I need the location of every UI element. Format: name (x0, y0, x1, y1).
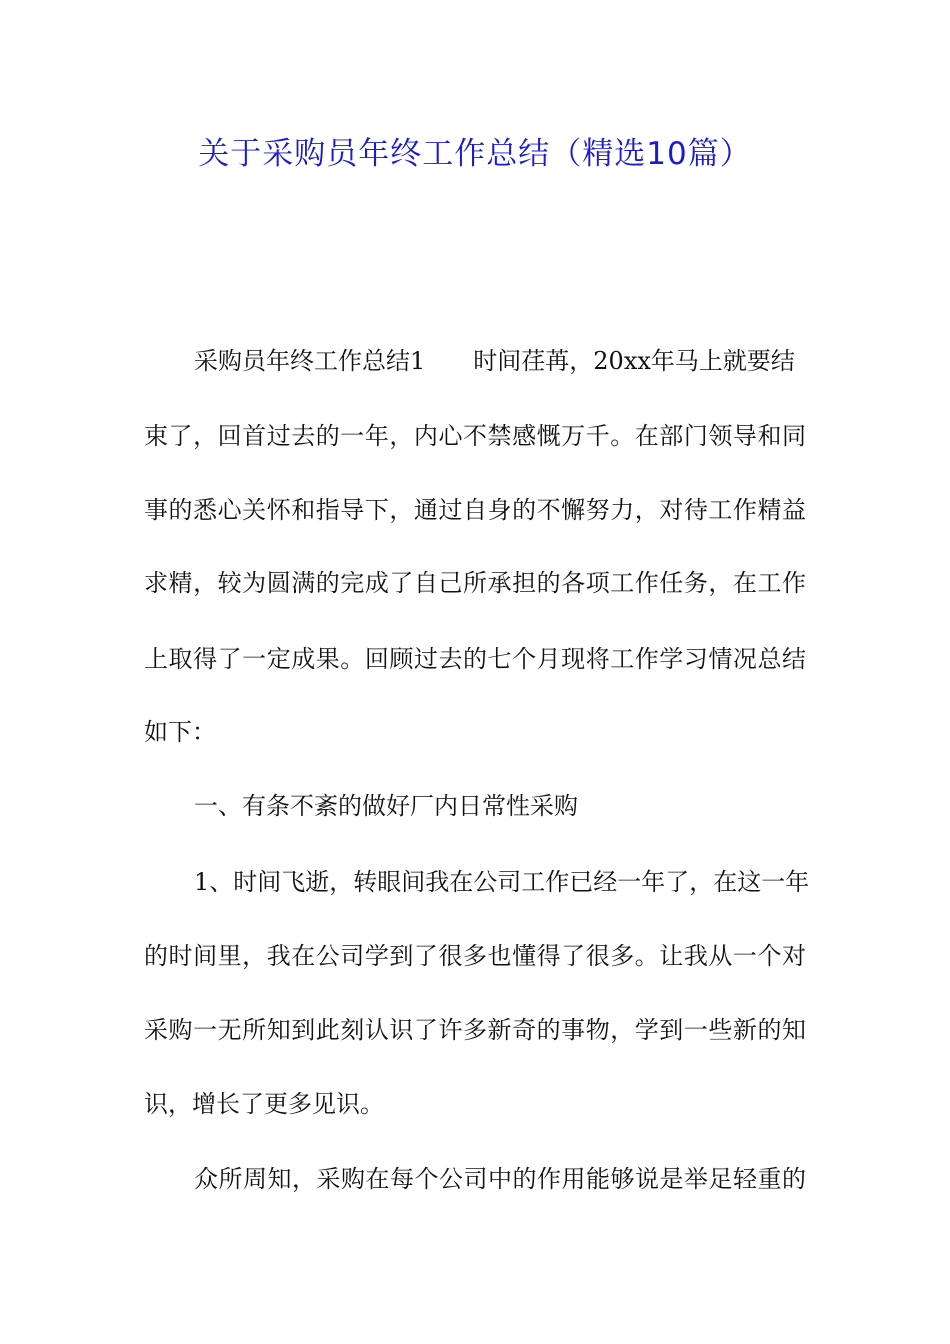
paragraph-line: 如下： (144, 718, 216, 746)
paragraph-line: 上取得了一定成果。回顾过去的七个月现将工作学习情况总结 (144, 645, 806, 673)
paragraph-line: 识，增长了更多见识。 (144, 1090, 384, 1118)
paragraph-line: 束了，回首过去的一年，内心不禁感慨万千。在部门领导和同 (144, 422, 806, 450)
paragraph-text: 时间荏苒，20xx年马上就要结 (473, 347, 795, 375)
paragraph-line: 事的悉心关怀和指导下，通过自身的不懈努力，对待工作精益 (144, 496, 806, 524)
section-heading: 一、有条不紊的做好厂内日常性采购 (194, 792, 578, 820)
paragraph-line: 1、时间飞逝，转眼间我在公司工作已经一年了，在这一年 (194, 868, 810, 896)
paragraph-line: 众所周知，采购在每个公司中的作用能够说是举足轻重的 (194, 1165, 806, 1193)
paragraph-line (194, 345, 795, 377)
document-title: 关于采购员年终工作总结（精选10篇） (198, 136, 752, 172)
paragraph-line: 的时间里，我在公司学到了很多也懂得了很多。让我从一个对 (144, 942, 806, 970)
section-heading: 采购员年终工作总结1 (194, 347, 426, 375)
paragraph-line: 采购一无所知到此刻认识了许多新奇的事物，学到一些新的知 (144, 1016, 806, 1044)
paragraph-line: 求精，较为圆满的完成了自己所承担的各项工作任务，在工作 (144, 569, 806, 597)
